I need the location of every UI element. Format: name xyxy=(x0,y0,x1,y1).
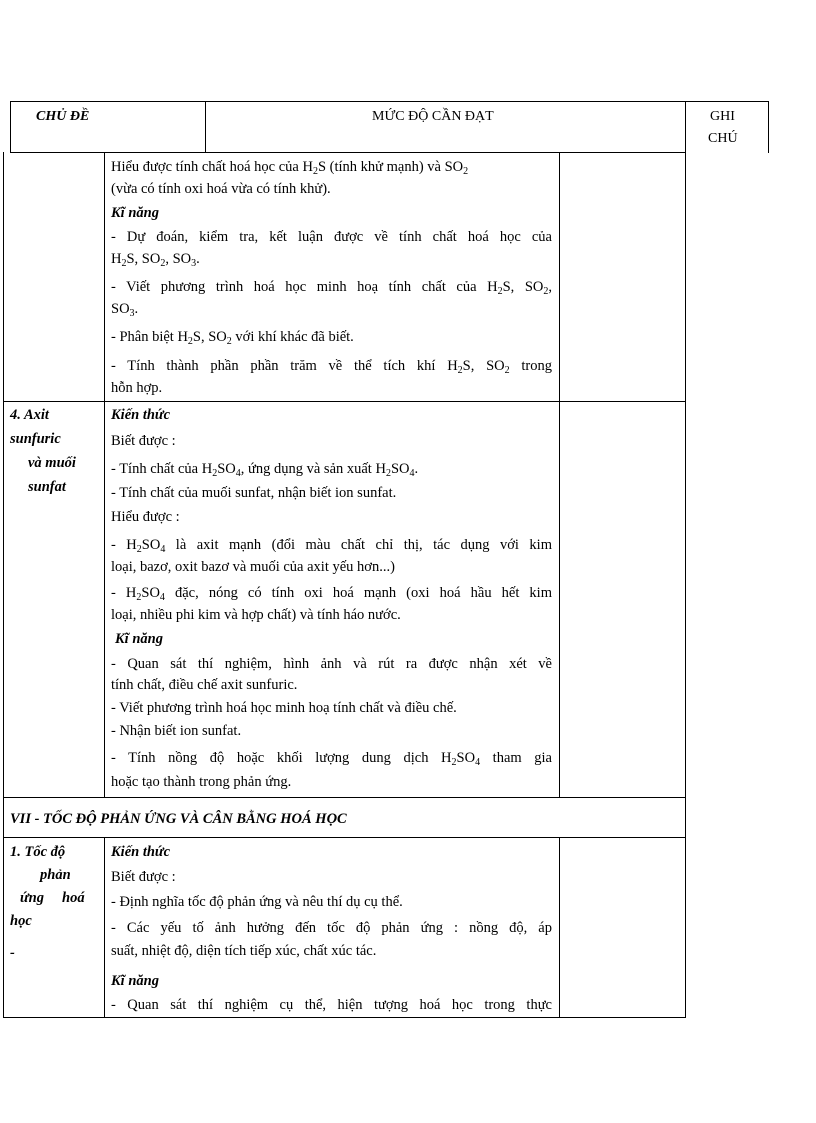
row-border-1 xyxy=(3,401,686,402)
sulfuric-k1: - Tính chất của $H_2SO_4$, ứng dụng và sản xuất $H_2SO_4$. xyxy=(111,461,419,479)
row-border-3 xyxy=(3,837,686,838)
col-divider-a-top xyxy=(104,152,105,797)
h2s-line-6: $SO_3$. xyxy=(111,301,139,319)
header-left-border xyxy=(10,101,11,153)
sulfuric-s4: - Nhận biết ion sunfat. xyxy=(111,723,242,739)
topic-rate-3a: ứng xyxy=(20,890,45,906)
topic-rate-2: phản xyxy=(40,867,71,883)
sulfuric-s5: - Tính nồng độ hoặc khối lượng dung dịch $H_2SO_4$ tham gia xyxy=(111,750,552,768)
header-divider-2 xyxy=(685,101,686,153)
col-divider-b-top xyxy=(559,152,560,797)
topic-sulfuric-2: sunfuric xyxy=(10,431,61,447)
sulfuric-u4: loại, nhiều phi kim và hợp chất) và tính háo nước. xyxy=(111,607,401,623)
sulfuric-know-label: Biết được : xyxy=(111,433,176,449)
body-right-border xyxy=(685,152,686,1018)
header-notes-line1: GHI xyxy=(710,109,735,124)
h2s-line-4: $H_2S$, $SO_2$, $SO_3$. xyxy=(111,251,200,269)
sulfuric-s3: - Viết phương trình hoá học minh hoạ tính chất và điều chế. xyxy=(111,700,457,716)
rate-k2: - Các yếu tố ảnh hưởng đến tốc độ phản ứng : nồng độ, áp xyxy=(111,920,552,936)
h2s-line-5: - Viết phương trình hoá học minh hoạ tính chất của $H_2S$, $SO_2$, xyxy=(111,279,552,297)
section-vii-title: VII - TỐC ĐỘ PHẢN ỨNG VÀ CÂN BẰNG HOÁ HỌC xyxy=(10,811,347,827)
h2s-line-7: - Phân biệt $H_2S$, $SO_2$ với khí khác đã biết. xyxy=(111,329,354,347)
h2s-line-3: - Dự đoán, kiểm tra, kết luận được về tính chất hoá học của xyxy=(111,229,552,245)
rate-knowledge-heading: Kiến thức xyxy=(111,844,171,860)
sulfuric-s6: hoặc tạo thành trong phản ứng. xyxy=(111,774,292,790)
rate-k3: suất, nhiệt độ, diện tích tiếp xúc, chất xúc tác. xyxy=(111,943,377,959)
topic-rate-5: - xyxy=(10,945,15,961)
topic-rate-4: học xyxy=(10,913,32,929)
table-bottom-border xyxy=(3,1017,686,1018)
rate-k1: - Định nghĩa tốc độ phản ứng và nêu thí dụ cụ thể. xyxy=(111,894,403,910)
sulfuric-u2: loại, bazơ, oxit bazơ và muối của axit yếu hơn...) xyxy=(111,559,395,575)
sulfuric-u1: - $H_2SO_4$ là axit mạnh (đổi màu chất chỉ thị, tác dụng với kim xyxy=(111,537,552,555)
topic-sulfuric-4: sunfat xyxy=(28,479,66,495)
sulfuric-knowledge-heading: Kiến thức xyxy=(111,407,171,423)
rate-s1: - Quan sát thí nghiệm cụ thể, hiện tượng hoá học trong thực xyxy=(111,997,552,1013)
h2s-line-2: (vừa có tính oxi hoá vừa có tính khử). xyxy=(111,181,331,197)
header-topic: CHỦ ĐỀ xyxy=(36,109,90,124)
sulfuric-u3: - $H_2SO_4$ đặc, nóng có tính oxi hoá mạnh (oxi hoá hầu hết kim xyxy=(111,585,552,603)
header-right-border xyxy=(768,101,769,153)
sulfuric-skill-heading: Kĩ năng xyxy=(115,631,163,647)
h2s-line-9: hỗn hợp. xyxy=(111,380,163,396)
h2s-line-1: Hiểu được tính chất hoá học của $H_2S$ (tính khử mạnh) và $SO_2$ xyxy=(111,159,469,177)
header-divider-1 xyxy=(205,101,206,153)
sulfuric-understand-label: Hiểu được : xyxy=(111,509,180,525)
header-bottom-border xyxy=(10,152,685,153)
header-top-border xyxy=(10,101,768,102)
h2s-line-8: - Tính thành phần phần trăm về thể tích khí $H_2S$, $SO_2$ trong xyxy=(111,358,552,376)
topic-sulfuric-1: 4. Axit xyxy=(10,407,49,423)
sulfuric-s1: - Quan sát thí nghiệm, hình ảnh và rút ra được nhận xét về xyxy=(111,656,552,672)
rate-skill-heading: Kĩ năng xyxy=(111,973,159,989)
col-divider-b-bottom xyxy=(559,837,560,1018)
h2s-skill-heading: Kĩ năng xyxy=(111,205,159,221)
sulfuric-k2: - Tính chất của muối sunfat, nhận biết ion sunfat. xyxy=(111,485,397,501)
row-border-2 xyxy=(3,797,686,798)
sulfuric-s2: tính chất, điều chế axit sunfuric. xyxy=(111,677,298,693)
rate-know-label: Biết được : xyxy=(111,869,176,885)
topic-rate-1: 1. Tốc độ xyxy=(10,844,66,860)
topic-sulfuric-3: và muối xyxy=(28,455,76,471)
body-left-border xyxy=(3,152,4,1018)
col-divider-a-bottom xyxy=(104,837,105,1018)
topic-rate-3b: hoá xyxy=(62,890,85,906)
header-requirement: MỨC ĐỘ CẦN ĐẠT xyxy=(372,109,494,124)
header-notes-line2: CHÚ xyxy=(708,131,738,146)
